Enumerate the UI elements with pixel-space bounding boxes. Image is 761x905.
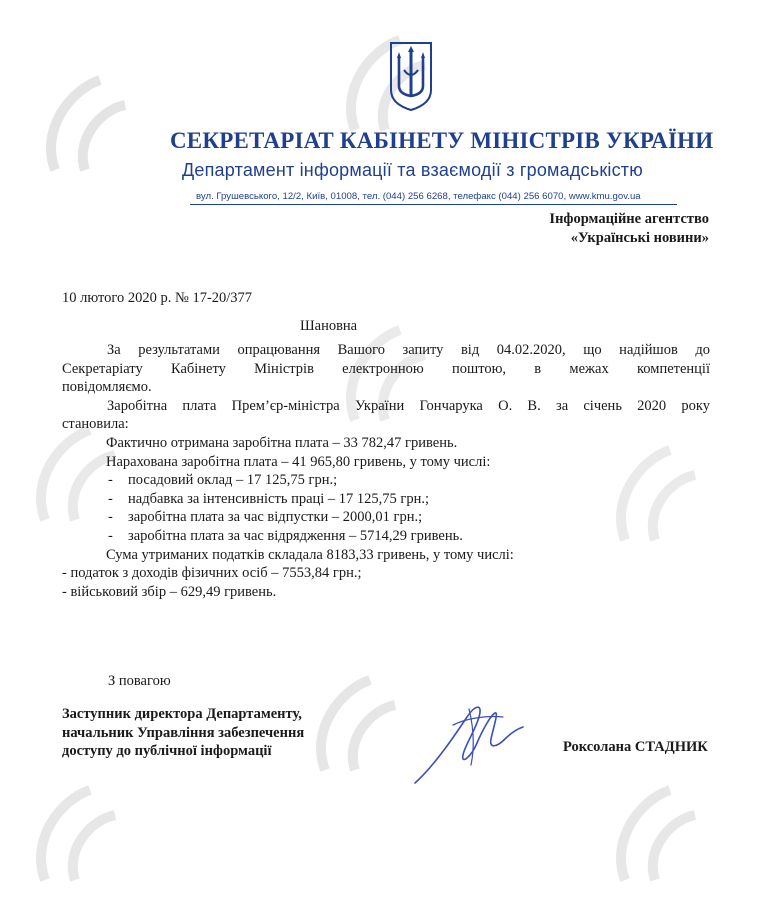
position-line: начальник Управління забезпечення: [62, 724, 305, 741]
position-line: Заступник директора Департаменту,: [62, 706, 302, 722]
signer-name: Роксолана СТАДНИК: [563, 739, 708, 755]
list-item: - посадовий оклад – 17 125,75 грн.;: [108, 472, 338, 489]
watermark-logo: [30, 50, 170, 190]
watermark-logo: [20, 760, 160, 900]
paragraph-line: За результатами опрацювання Вашого запиту від 04.02.2020, що надійшов до: [107, 342, 710, 358]
signer-position: [62, 705, 304, 761]
header-divider: [190, 204, 677, 205]
handwritten-signature: [405, 695, 555, 790]
list-item: - заробітна плата за час відрядження – 5714,29 гривень.: [108, 527, 463, 544]
recipient-line: «Українські новини»: [570, 230, 709, 246]
contact-address: вул. Грушевського, 12/2, Київ, 01008, тел. (044) 256 6268, телефакс (044) 256 6070, www.kmu.gov.ua: [196, 191, 641, 202]
tax-item: - військовий збір – 629,49 гривень.: [62, 583, 277, 600]
letter-body: [62, 341, 710, 601]
department-title: Департамент інформації та взаємодії з громадськістю: [182, 160, 643, 180]
actual-salary: Фактично отримана заробітна плата – 33 782,47 гривень.: [106, 434, 458, 451]
paragraph-line: Заробітна плата Прем’єр-міністра України Гончарука О. В. за січень 2020 року: [107, 397, 710, 414]
position-line: доступу до публічної інформації: [62, 743, 272, 760]
recipient-block: [549, 210, 709, 248]
accrued-salary: Нарахована заробітна плата – 41 965,80 гривень, у тому числі:: [106, 453, 491, 470]
taxes-total: Сума утриманих податків складала 8183,33 гривень, у тому числі:: [106, 546, 514, 563]
recipient-line: Інформаційне агентство: [549, 211, 709, 227]
organization-title: СЕКРЕТАРІАТ КАБІНЕТУ МІНІСТРІВ УКРАЇНИ: [170, 128, 714, 153]
greeting: Шановна: [300, 318, 358, 334]
closing-regards: З повагою: [108, 673, 171, 689]
paragraph-line: повідомляємо.: [62, 379, 152, 396]
watermark-logo: [600, 760, 740, 900]
list-item: - надбавка за інтенсивність праці – 17 125,75 грн.;: [108, 490, 430, 507]
list-item: - заробітна плата за час відпустки – 2000,01 грн.;: [108, 509, 423, 526]
tax-item: - податок з доходів фізичних осіб – 7553,84 грн.;: [62, 565, 362, 582]
date-and-number: 10 лютого 2020 р. № 17-20/377: [62, 290, 253, 306]
paragraph-line: становила:: [62, 416, 129, 433]
trident-emblem-icon: [388, 40, 434, 112]
paragraph-line: Секретаріату Кабінету Міністрів електронною поштою, в межах компетенції: [62, 360, 710, 377]
